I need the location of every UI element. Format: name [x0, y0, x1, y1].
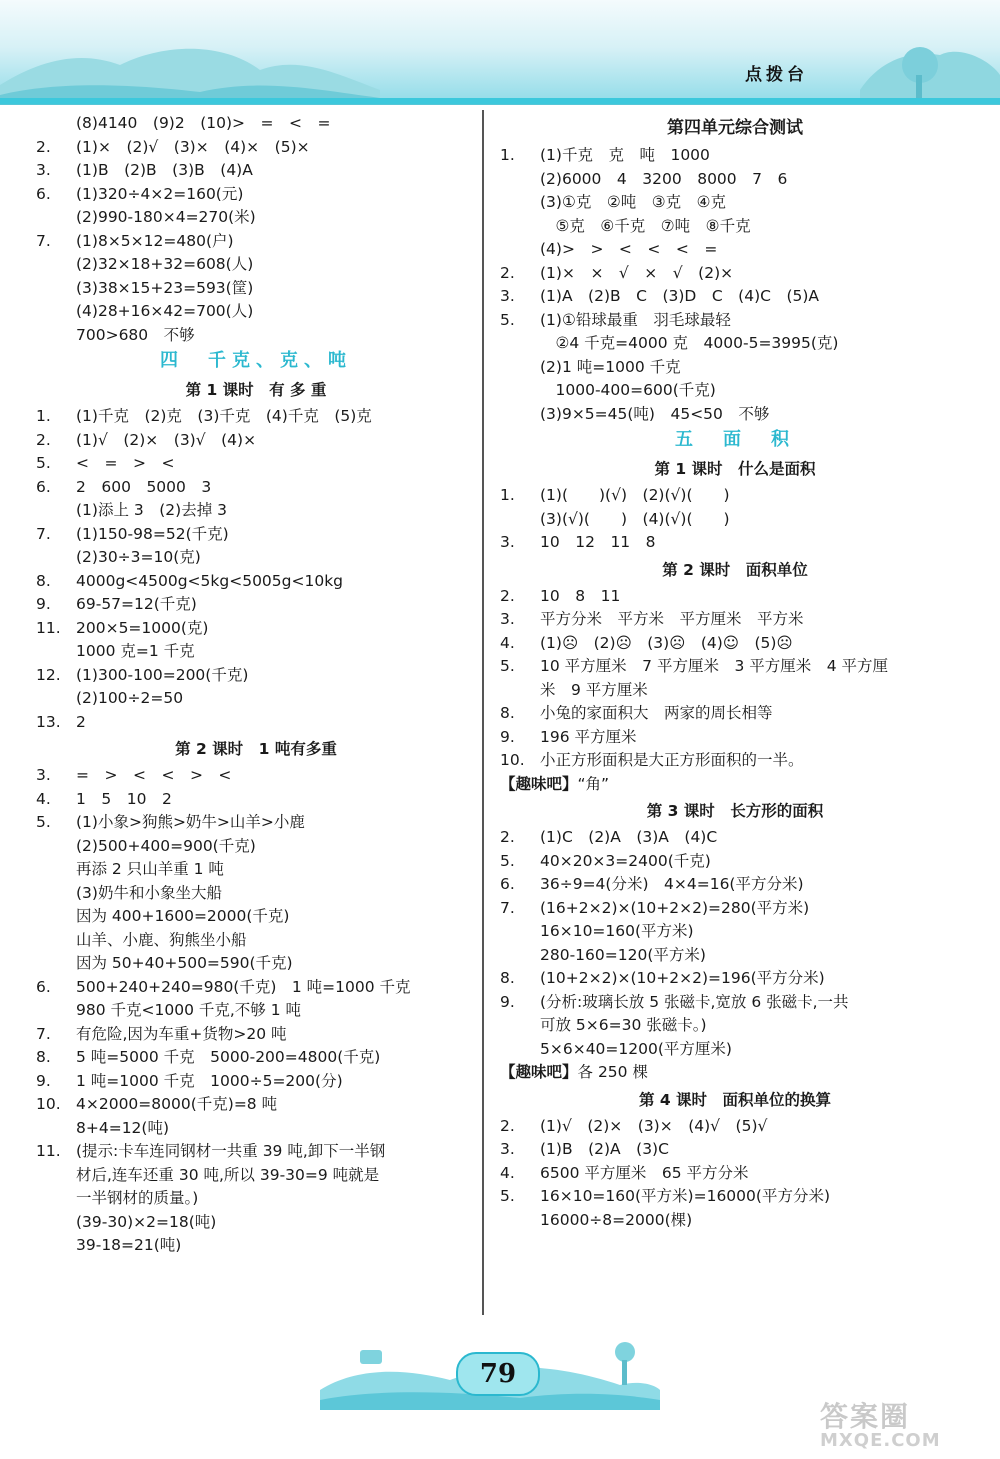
answer-text: (3)奶牛和小象坐大船 — [76, 883, 222, 902]
answer-line — [36, 858, 476, 882]
fun-corner-line — [500, 1061, 970, 1085]
lesson-heading: 第 4 课时 面积单位的换算 — [638, 1090, 832, 1109]
answer-text: ②4 千克=4000 克 4000-5=3995(克) — [540, 334, 839, 352]
answer-line — [36, 788, 476, 812]
answer-text: (2)100÷2=50 — [76, 689, 184, 707]
answer-line — [500, 1138, 970, 1162]
answer-text: 16×10=160(平方米)=16000(平方分米) — [540, 1187, 830, 1205]
question-number: 8. — [36, 1048, 51, 1066]
answer-line — [500, 944, 970, 968]
answer-text: 2 — [76, 712, 86, 731]
right-column — [500, 112, 970, 1232]
answer-text: (1)千克 (2)克 (3)千克 (4)千克 (5)克 — [76, 407, 372, 425]
answer-line — [36, 1140, 476, 1164]
answer-line — [36, 835, 476, 859]
answer-text: 700>680 不够 — [76, 325, 195, 344]
question-number: 3. — [500, 1140, 515, 1158]
answer-text: 5×6×40=1200(平方厘米) — [540, 1039, 732, 1058]
answer-line — [500, 850, 970, 874]
answer-line — [500, 1038, 970, 1062]
question-number: 5. — [500, 310, 515, 329]
answer-line — [36, 206, 476, 230]
answer-text: (1)8×5×12=480(户) — [76, 231, 234, 250]
question-number: 2. — [500, 828, 515, 846]
lesson-heading: 第 1 课时 有 多 重 — [185, 381, 327, 399]
question-number: 9. — [500, 727, 515, 746]
question-number: 6. — [36, 184, 51, 203]
answer-line — [36, 999, 476, 1023]
answer-text: 500+240+240=980(千克) 1 吨=1000 千克 — [76, 977, 411, 996]
question-number: 8. — [500, 969, 515, 987]
answer-line — [500, 967, 970, 991]
answer-text: (2)30÷3=10(克) — [76, 548, 201, 566]
watermark-url: MXQE.COM — [820, 1430, 941, 1451]
header-rule — [0, 98, 1000, 104]
answer-text: (1)300-100=200(千克) — [76, 665, 249, 684]
question-number: 8. — [500, 704, 515, 722]
answer-line — [36, 183, 476, 207]
lesson-heading: 第 2 课时 面积单位 — [662, 560, 808, 579]
question-number: 3. — [36, 766, 51, 784]
answer-line — [36, 300, 476, 324]
question-number: 2. — [500, 1116, 515, 1135]
answer-text: (1)× × √ × √ (2)× — [540, 263, 734, 282]
answer-text: 200×5=1000(克) — [76, 618, 209, 637]
question-number: 3. — [36, 161, 51, 179]
header-title: 点拨台 — [745, 65, 808, 85]
answer-text: (1)√ (2)× (3)× (4)√ (5)√ — [540, 1116, 768, 1135]
answer-text: (1)150-98=52(千克) — [76, 524, 229, 543]
answer-line — [36, 640, 476, 664]
column-divider — [482, 110, 484, 1315]
answer-line — [500, 826, 970, 850]
answer-text: (2)500+400=900(千克) — [76, 836, 256, 855]
answer-text: (1)( )(√) (2)(√)( ) — [540, 486, 730, 504]
answer-text: 6500 平方厘米 65 平方分米 — [540, 1163, 749, 1182]
answer-line — [500, 873, 970, 897]
answer-text: 山羊、小鹿、狗熊坐小船 — [76, 930, 247, 949]
answer-line — [500, 1115, 970, 1139]
answer-text: 一半钢材的质量。) — [76, 1189, 199, 1207]
lesson-heading: 第 2 课时 1 吨有多重 — [175, 740, 337, 758]
answer-line — [36, 1117, 476, 1141]
question-number: 1. — [500, 146, 515, 164]
answer-line — [36, 324, 476, 348]
answer-text: ⑤克 ⑥千克 ⑦吨 ⑧千克 — [540, 216, 751, 235]
answer-text: (1)B (2)A (3)C — [540, 1140, 669, 1158]
answer-line — [500, 585, 970, 609]
answer-text: 平方分米 平方米 平方厘米 平方米 — [540, 610, 804, 628]
answer-text: 米 9 平方厘米 — [540, 680, 648, 699]
answer-text: 4×2000=8000(千克)=8 吨 — [76, 1095, 278, 1113]
question-number: 5. — [500, 1187, 515, 1205]
answer-line — [36, 929, 476, 953]
answer-text: 16000÷8=2000(棵) — [540, 1210, 693, 1229]
question-number: 2. — [500, 586, 515, 605]
answer-text: 1000-400=600(千克) — [540, 381, 716, 399]
answer-text: (1)小象>狗熊>奶牛>山羊>小鹿 — [76, 813, 305, 831]
answer-line — [500, 726, 970, 750]
answer-line — [500, 356, 970, 380]
answer-text: 196 平方厘米 — [540, 727, 637, 746]
answer-line — [36, 1234, 476, 1258]
answer-text: (1)添上 3 (2)去掉 3 — [76, 501, 227, 519]
answer-text: 1 吨=1000 千克 1000÷5=200(分) — [76, 1071, 343, 1090]
answer-line — [36, 905, 476, 929]
question-number: 4. — [36, 789, 51, 808]
answer-text: (3)9×5=45(吨) 45<50 不够 — [540, 404, 770, 423]
answer-line — [36, 277, 476, 301]
answer-line — [500, 632, 970, 656]
answer-text: 8+4=12(吨) — [76, 1118, 170, 1137]
answer-line — [500, 309, 970, 333]
question-number: 4. — [500, 633, 515, 652]
question-number: 7. — [500, 898, 515, 917]
answer-text: 10 平方厘米 7 平方厘米 3 平方厘米 4 平方厘 — [540, 657, 889, 675]
answer-text: 10 8 11 — [540, 586, 621, 605]
answer-line — [36, 593, 476, 617]
answer-text: (提示:卡车连同钢材一共重 39 吨,卸下一半钢 — [76, 1142, 386, 1160]
answer-line — [500, 655, 970, 679]
fun-corner-answer: “角” — [577, 774, 610, 793]
answer-text: (39-30)×2=18(吨) — [76, 1212, 217, 1231]
answer-line — [36, 546, 476, 570]
lesson-heading: 第 3 课时 长方形的面积 — [646, 802, 824, 820]
fun-corner-label: 【趣味吧】 — [500, 774, 578, 793]
lesson-heading: 第 1 课时 什么是面积 — [654, 460, 816, 478]
answer-line — [500, 531, 970, 555]
answer-line — [36, 711, 476, 735]
answer-line — [500, 679, 970, 703]
question-number: 3. — [500, 533, 515, 551]
answer-line — [36, 1046, 476, 1070]
question-number: 9. — [500, 992, 515, 1011]
answer-line — [36, 1070, 476, 1094]
fun-corner-label: 【趣味吧】 — [500, 1063, 578, 1081]
answer-text: (3)(√)( ) (4)(√)( ) — [540, 509, 730, 528]
question-number: 4. — [500, 1163, 515, 1182]
answer-line — [36, 253, 476, 277]
answer-text: (2)6000 4 3200 8000 7 6 — [540, 169, 788, 188]
answer-text: 小兔的家面积大 两家的周长相等 — [540, 704, 773, 722]
answer-line — [500, 1209, 970, 1233]
answer-text: (2)1 吨=1000 千克 — [540, 357, 681, 376]
answer-text: (4)28+16×42=700(人) — [76, 302, 254, 320]
answer-text: (1)☹ (2)☹ (3)☹ (4)☺ (5)☹ — [540, 633, 793, 652]
answer-text: 再添 2 只山羊重 1 吨 — [76, 860, 224, 878]
answer-text: (1)千克 克 吨 1000 — [540, 146, 710, 164]
answer-line — [36, 112, 476, 136]
answer-text: (8)4140 (9)2 (10)> = < = — [76, 114, 331, 132]
answer-text: (4)> > < < < = — [540, 240, 718, 258]
question-number: 2. — [36, 430, 51, 449]
question-number: 5. — [36, 454, 51, 472]
question-number: 12. — [36, 665, 61, 684]
answer-text: (1)B (2)B (3)B (4)A — [76, 161, 253, 179]
answer-text: 因为 400+1600=2000(千克) — [76, 907, 290, 925]
answer-line — [36, 952, 476, 976]
question-number: 11. — [36, 618, 61, 637]
answer-line — [36, 811, 476, 835]
answer-text: (1)√ (2)× (3)√ (4)× — [76, 430, 257, 449]
answer-line — [36, 230, 476, 254]
answer-text: < = > < — [76, 454, 175, 472]
answer-text: 980 千克<1000 千克,不够 1 吨 — [76, 1001, 302, 1019]
answer-line — [36, 882, 476, 906]
question-number: 5. — [500, 657, 515, 675]
answer-text: 2 600 5000 3 — [76, 477, 212, 496]
answer-line — [36, 523, 476, 547]
question-number: 11. — [36, 1142, 61, 1160]
answer-line — [36, 499, 476, 523]
answer-text: 69-57=12(千克) — [76, 595, 197, 613]
answer-line — [500, 379, 970, 403]
answer-text: = > < < > < — [76, 766, 232, 784]
answer-text: (3)38×15+23=593(筐) — [76, 278, 254, 297]
answer-line — [500, 262, 970, 286]
question-number: 2. — [500, 263, 515, 282]
answer-line — [36, 1211, 476, 1235]
answer-line — [500, 608, 970, 632]
answer-line — [36, 1093, 476, 1117]
answer-line — [500, 332, 970, 356]
answer-text: 39-18=21(吨) — [76, 1236, 182, 1254]
answer-text: 材后,连车还重 30 吨,所以 39-30=9 吨就是 — [76, 1165, 380, 1184]
answer-line — [36, 429, 476, 453]
question-number: 5. — [36, 813, 51, 831]
answer-text: 5 吨=5000 千克 5000-200=4800(千克) — [76, 1048, 381, 1066]
answer-line — [36, 159, 476, 183]
page-number: 79 — [456, 1352, 540, 1396]
answer-line — [500, 897, 970, 921]
question-number: 3. — [500, 287, 515, 305]
answer-line — [36, 1164, 476, 1188]
answer-line — [500, 168, 970, 192]
watermark-logo: 答案圈 — [820, 1400, 911, 1433]
answer-text: (2)990-180×4=270(米) — [76, 208, 256, 226]
answer-line — [500, 508, 970, 532]
question-number: 10. — [500, 751, 525, 769]
fun-corner-line — [500, 773, 970, 797]
answer-text: (10+2×2)×(10+2×2)=196(平方分米) — [540, 969, 825, 987]
answer-line — [500, 484, 970, 508]
answer-line — [36, 476, 476, 500]
answer-line — [36, 664, 476, 688]
answer-line — [500, 1185, 970, 1209]
answer-text: 4000g<4500g<5kg<5005g<10kg — [76, 571, 344, 590]
question-number: 3. — [500, 610, 515, 628]
answer-text: 36÷9=4(分米) 4×4=16(平方分米) — [540, 875, 804, 893]
header-banner — [0, 0, 1000, 105]
answer-line — [36, 1187, 476, 1211]
question-number: 6. — [500, 875, 515, 893]
question-number: 6. — [36, 477, 51, 496]
answer-line — [500, 749, 970, 773]
answer-text: (1)①铅球最重 羽毛球最轻 — [540, 310, 731, 329]
answer-text: (2)32×18+32=608(人) — [76, 255, 254, 273]
question-number: 8. — [36, 571, 51, 590]
answer-text: 10 12 11 8 — [540, 533, 656, 551]
answer-text: 40×20×3=2400(千克) — [540, 851, 711, 870]
answer-text: (16+2×2)×(10+2×2)=280(平方米) — [540, 898, 810, 917]
answer-line — [36, 405, 476, 429]
answer-line — [500, 403, 970, 427]
answer-line — [36, 570, 476, 594]
answer-line — [500, 144, 970, 168]
answer-line — [36, 976, 476, 1000]
unit-heading: 四 千克、克、吨 — [160, 350, 352, 371]
answer-line — [36, 136, 476, 160]
answer-text: 有危险,因为车重+货物>20 吨 — [76, 1024, 287, 1043]
unit-heading: 五 面 积 — [675, 429, 795, 450]
answer-line — [500, 215, 970, 239]
answer-line — [36, 764, 476, 788]
answer-line — [500, 1014, 970, 1038]
answer-line — [36, 1023, 476, 1047]
question-number: 7. — [36, 524, 51, 543]
answer-text: (3)①克 ②吨 ③克 ④克 — [540, 193, 727, 211]
answer-text: 1000 克=1 千克 — [76, 642, 195, 660]
question-number: 6. — [36, 977, 51, 996]
fun-corner-answer: 各 250 棵 — [577, 1063, 648, 1081]
question-number: 7. — [36, 1024, 51, 1043]
answer-text: 1 5 10 2 — [76, 789, 172, 808]
question-number: 2. — [36, 137, 51, 156]
answer-text: 16×10=160(平方米) — [540, 922, 694, 940]
left-column — [36, 112, 476, 1258]
answer-line — [500, 702, 970, 726]
question-number: 7. — [36, 231, 51, 250]
answer-line — [500, 238, 970, 262]
question-number: 13. — [36, 712, 61, 731]
question-number: 1. — [500, 486, 515, 504]
answer-line — [500, 920, 970, 944]
answer-line — [500, 191, 970, 215]
answer-line — [36, 452, 476, 476]
answer-line — [36, 617, 476, 641]
answer-text: (分析:玻璃长放 5 张磁卡,宽放 6 张磁卡,一共 — [540, 992, 849, 1011]
answer-text: (1)320÷4×2=160(元) — [76, 184, 244, 203]
answer-text: (1)A (2)B C (3)D C (4)C (5)A — [540, 287, 820, 305]
answer-line — [500, 285, 970, 309]
answer-line — [500, 991, 970, 1015]
answer-line — [36, 687, 476, 711]
answer-text: 280-160=120(平方米) — [540, 945, 706, 964]
answer-text: 小正方形面积是大正方形面积的一半。 — [540, 751, 804, 769]
question-number: 1. — [36, 407, 51, 425]
test-heading: 第四单元综合测试 — [667, 118, 803, 138]
question-number: 9. — [36, 595, 51, 613]
answer-text: (1)× (2)√ (3)× (4)× (5)× — [76, 137, 310, 156]
answer-line — [500, 1162, 970, 1186]
question-number: 9. — [36, 1071, 51, 1090]
question-number: 5. — [500, 851, 515, 870]
answer-text: 可放 5×6=30 张磁卡。) — [540, 1016, 707, 1034]
landscape-illustration — [0, 40, 1000, 105]
question-number: 10. — [36, 1095, 61, 1113]
answer-text: 因为 50+40+500=590(千克) — [76, 954, 293, 972]
answer-text: (1)C (2)A (3)A (4)C — [540, 828, 718, 846]
